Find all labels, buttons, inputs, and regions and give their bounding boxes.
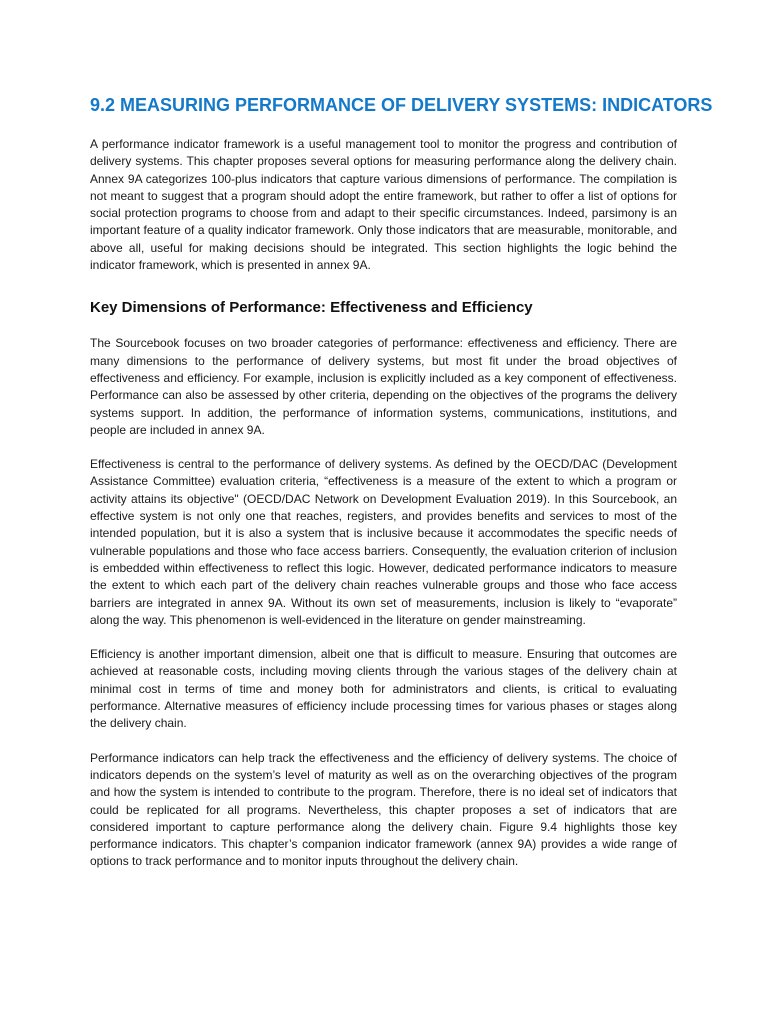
document-page (90, 94, 713, 888)
subsection-title: Key Dimensions of Performance: Effectiveness and Efficiency (90, 299, 533, 317)
paragraph-efficiency: Efficiency is another important dimension, albeit one that is difficult to measure. Ensuring that outcomes are achieved at reasonable costs, including moving clients through the various stages of the delivery chain at minimal cost in terms of time and money both for administrators and clients, is critical to evaluating performance. Alternative measures of efficiency include processing times for various phases or stages along the delivery chain. (90, 647, 677, 731)
paragraph-categories: The Sourcebook focuses on two broader categories of performance: effectiveness and efficiency. There are many dimensions to the performance of delivery systems, but most fit under the broad objectives of effectiveness and efficiency. For example, inclusion is explicitly included as a key component of effectiveness. Performance can also be assessed by other criteria, depending on the objectives of the programs the delivery systems support. In addition, the performance of information systems, communications, institutions, and people are included in annex 9A. (90, 336, 677, 437)
intro-paragraph: A performance indicator framework is a useful management tool to monitor the progress and contribution of delivery systems. This chapter proposes several options for measuring performance along the delivery chain. Annex 9A categorizes 100-plus indicators that capture various dimensions of performance. The compilation is not meant to suggest that a program should adopt the entire framework, but rather to offer a list of options for social protection programs to choose from and adapt to their specific circumstances. Indeed, parsimony is an important feature of a quality indicator framework. Only those indicators that are measurable, monitorable, and above all, useful for making decisions should be integrated. This section highlights the logic behind the indicator framework, which is presented in annex 9A. (90, 137, 677, 273)
section-title: 9.2 MEASURING PERFORMANCE OF DELIVERY SYSTEMS: INDICATORS (90, 95, 713, 115)
paragraph-effectiveness: Effectiveness is central to the performance of delivery systems. As defined by the OECD/DAC (Development Assistance Committee) evaluation criteria, “effectiveness is a measure of the extent to which a program or activity attains its objective" (OECD/DAC Network on Development Evaluation 2019). In this Sourcebook, an effective system is not only one that reaches, registers, and provides benefits and services to most of the intended population, but it is also a system that is inclusive because it accommodates the specific needs of vulnerable populations and those who face access barriers. Consequently, the evaluation criterion of inclusion is embedded within effectiveness to reflect this logic. However, dedicated performance indicators to measure the extent to which each part of the delivery chain reaches vulnerable groups and those who face access barriers are integrated in annex 9A. Without its own set of measurements, inclusion is likely to “evaporate” along the way. This phenomenon is well-evidenced in the literature on gender mainstreaming. (90, 457, 677, 627)
paragraph-indicators: Performance indicators can help track the effectiveness and the efficiency of delivery systems. The choice of indicators depends on the system’s level of maturity as well as on the overarching objectives of the program and how the system is intended to contribute to the program. Therefore, there is no ideal set of indicators that could be replicated for all programs. Nevertheless, this chapter proposes a set of indicators that are considered important to capture performance along the delivery chain. Figure 9.4 highlights those key performance indicators. This chapter’s companion indicator framework (annex 9A) provides a wide range of options to track performance and to monitor inputs throughout the delivery chain. (90, 750, 677, 869)
